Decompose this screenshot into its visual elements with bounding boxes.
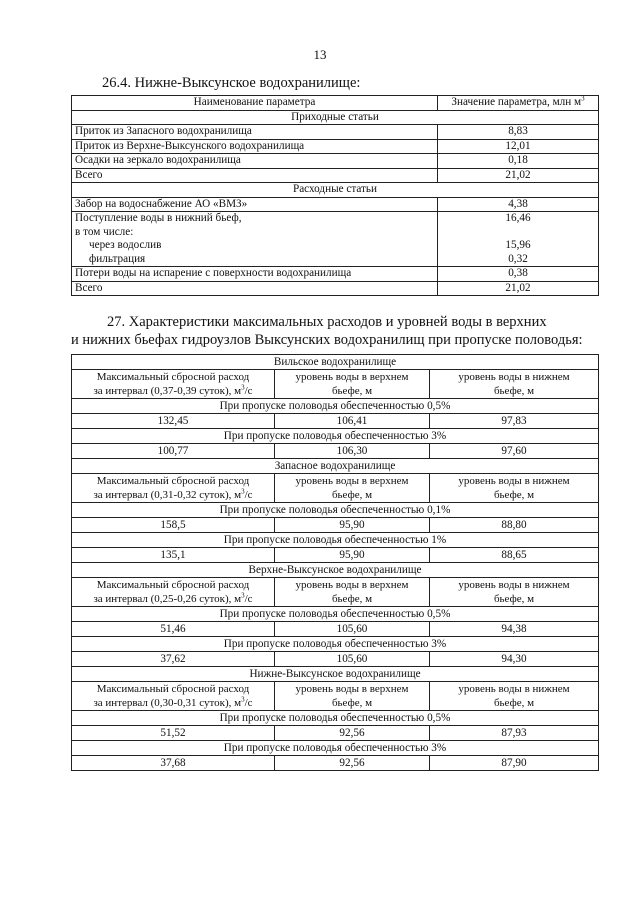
lower-level-value: 94,38 <box>430 622 599 637</box>
upper-level-value: 105,60 <box>275 652 430 667</box>
reservoir-name-row <box>72 355 599 370</box>
discharge-value: 37,62 <box>72 652 275 667</box>
row-value: 4,38 <box>438 197 599 212</box>
table-row <box>72 197 599 212</box>
lower-level-value: 94,30 <box>430 652 599 667</box>
section-27-number: 27. <box>107 314 126 330</box>
row-value: 21,02 <box>438 168 599 183</box>
upper-level-value: 106,41 <box>275 414 430 429</box>
reservoir-name: Нижне-Выксунское водохранилище <box>72 667 599 682</box>
column-header-parameter: Наименование параметра <box>72 96 438 111</box>
reservoir-name-row <box>72 459 599 474</box>
lower-level-value: 97,83 <box>430 414 599 429</box>
scenario-label: При пропуске половодья обеспеченностью 3% <box>72 741 599 756</box>
reservoir-column-header-row <box>72 578 599 607</box>
discharge-value: 135,1 <box>72 548 275 563</box>
row-value: 0,38 <box>438 267 599 282</box>
row-label: Приток из Верхне-Выксунского водохранилища <box>72 139 438 154</box>
row-value-spillway: 15,96 <box>505 239 531 251</box>
section-27-text-line1: Характеристики максимальных расходов и уровней воды в верхних <box>128 314 547 330</box>
scenario-label-row <box>72 399 599 414</box>
scenario-label-row <box>72 607 599 622</box>
column-header-discharge: Максимальный сбросной расход за интервал (0,31-0,32 суток), $м^3/с$ <box>72 474 275 503</box>
reservoir-column-header-row <box>72 370 599 399</box>
column-header-upper-level: уровень воды в верхнем бьефе, м <box>275 474 430 503</box>
reservoir-name-row <box>72 667 599 682</box>
scenario-label: При пропуске половодья обеспеченностью 1% <box>72 533 599 548</box>
column-header-lower-level: уровень воды в нижнем бьефе, м <box>430 370 599 399</box>
upper-level-value: 105,60 <box>275 622 430 637</box>
lower-level-value: 97,60 <box>430 444 599 459</box>
column-header-value: Значение параметра, млн $м^3$ <box>438 96 599 111</box>
table-row <box>72 139 599 154</box>
scenario-label: При пропуске половодья обеспеченностью 3% <box>72 429 599 444</box>
column-header-lower-level: уровень воды в нижнем бьефе, м <box>430 682 599 711</box>
row-value <box>438 212 599 267</box>
discharge-value: 158,5 <box>72 518 275 533</box>
column-header-discharge: Максимальный сбросной расход за интервал (0,37-0,39 суток), $м^3/с$ <box>72 370 275 399</box>
discharge-value: 51,52 <box>72 726 275 741</box>
scenario-label-row <box>72 503 599 518</box>
row-label: Приток из Запасного водохранилища <box>72 125 438 140</box>
table-row <box>72 125 599 140</box>
upper-level-value: 95,90 <box>275 518 430 533</box>
upper-level-value: 106,30 <box>275 444 430 459</box>
table-row <box>72 281 599 296</box>
row-label: Всего <box>72 168 438 183</box>
scenario-label-row <box>72 637 599 652</box>
expense-section-header: Расходные статьи <box>72 183 599 198</box>
reservoir-column-header-row <box>72 682 599 711</box>
row-label: Всего <box>72 281 438 296</box>
income-section-header: Приходные статьи <box>72 110 599 125</box>
row-value: 12,01 <box>438 139 599 154</box>
discharge-value: 100,77 <box>72 444 275 459</box>
reservoir-name: Вильское водохранилище <box>72 355 599 370</box>
column-header-discharge: Максимальный сбросной расход за интервал (0,25-0,26 суток), $м^3/с$ <box>72 578 275 607</box>
row-label-spillway: через водослив <box>89 239 162 251</box>
column-header-lower-level: уровень воды в нижнем бьефе, м <box>430 474 599 503</box>
column-header-upper-level: уровень воды в верхнем бьефе, м <box>275 370 430 399</box>
column-header-lower-level: уровень воды в нижнем бьефе, м <box>430 578 599 607</box>
column-header-upper-level: уровень воды в верхнем бьефе, м <box>275 578 430 607</box>
row-value: 8,83 <box>438 125 599 140</box>
upper-level-value: 92,56 <box>275 726 430 741</box>
discharge-value: 37,68 <box>72 756 275 771</box>
reservoir-name-row <box>72 563 599 578</box>
upper-level-value: 95,90 <box>275 548 430 563</box>
scenario-label: При пропуске половодья обеспеченностью 3% <box>72 637 599 652</box>
row-label: Потери воды на испарение с поверхности водохранилища <box>72 267 438 282</box>
row-value: 21,02 <box>438 281 599 296</box>
table-row <box>72 212 599 267</box>
lower-level-value: 88,65 <box>430 548 599 563</box>
scenario-label: При пропуске половодья обеспеченностью 0,5% <box>72 711 599 726</box>
row-label: Осадки на зеркало водохранилища <box>72 154 438 169</box>
row-value-inflow: 16,46 <box>505 212 531 224</box>
scenario-label-row <box>72 533 599 548</box>
scenario-label: При пропуске половодья обеспеченностью 0,5% <box>72 607 599 622</box>
scenario-label-row <box>72 741 599 756</box>
water-balance-table <box>71 95 599 296</box>
row-label: Забор на водоснабжение АО «ВМЗ» <box>72 197 438 212</box>
scenario-label-row <box>72 711 599 726</box>
table-row <box>72 622 599 637</box>
scenario-label-row <box>72 429 599 444</box>
table-row <box>72 726 599 741</box>
table-row <box>72 756 599 771</box>
lower-level-value: 87,90 <box>430 756 599 771</box>
table-row <box>72 414 599 429</box>
upper-level-value: 92,56 <box>275 756 430 771</box>
row-label <box>72 212 438 267</box>
discharge-value: 51,46 <box>72 622 275 637</box>
table-row <box>72 652 599 667</box>
row-label-filtration: фильтрация <box>89 252 146 265</box>
flood-discharge-table <box>71 354 599 771</box>
lower-level-value: 87,93 <box>430 726 599 741</box>
row-label-sub: в том числе: <box>75 225 134 238</box>
row-value-filtration: 0,32 <box>508 252 528 265</box>
table-row <box>72 168 599 183</box>
scenario-label: При пропуске половодья обеспеченностью 0,1% <box>72 503 599 518</box>
section-27-heading <box>71 313 598 349</box>
discharge-value: 132,45 <box>72 414 275 429</box>
scenario-label: При пропуске половодья обеспеченностью 0,5% <box>72 399 599 414</box>
expense-header-row <box>72 183 599 198</box>
section-27-text-line2: и нижних бьефах гидроузлов Выксунских водохранилищ при пропуске половодья: <box>71 332 583 348</box>
table-row <box>72 548 599 563</box>
income-header-row <box>72 110 599 125</box>
table-row <box>72 444 599 459</box>
section-26-4-title: 26.4. Нижне-Выксунское водохранилище: <box>102 75 361 91</box>
page-number: 13 <box>313 47 327 62</box>
table-row <box>72 267 599 282</box>
reservoir-name: Запасное водохранилище <box>72 459 599 474</box>
row-value-blank <box>441 226 595 240</box>
column-header-discharge: Максимальный сбросной расход за интервал (0,30-0,31 суток), $м^3/с$ <box>72 682 275 711</box>
row-value: 0,18 <box>438 154 599 169</box>
reservoir-name: Верхне-Выксунское водохранилище <box>72 563 599 578</box>
column-header-upper-level: уровень воды в верхнем бьефе, м <box>275 682 430 711</box>
table-row <box>72 154 599 169</box>
table-row <box>72 518 599 533</box>
lower-level-value: 88,80 <box>430 518 599 533</box>
reservoir-column-header-row <box>72 474 599 503</box>
table-header-row <box>72 96 599 111</box>
row-label-main: Поступление воды в нижний бьеф, <box>75 212 242 224</box>
